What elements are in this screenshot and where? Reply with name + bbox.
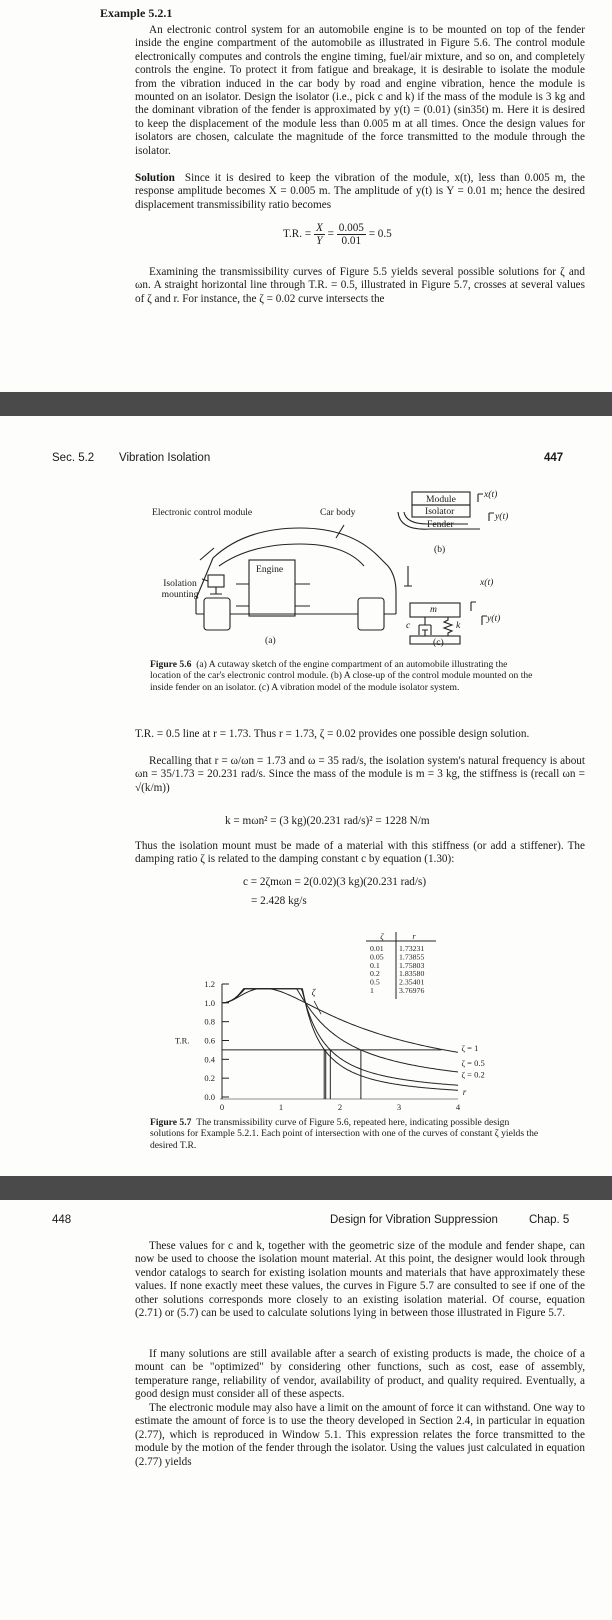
label-panel-a: (a) xyxy=(265,635,276,646)
table-cell-r: 1.75803 xyxy=(399,960,425,970)
transmissibility-curve xyxy=(223,989,458,1072)
table-cell-r: 1.73855 xyxy=(399,952,425,962)
label-panel-c: (c) xyxy=(433,637,444,648)
figure-5-7-chart xyxy=(0,416,612,1176)
label-x-c: x(t) xyxy=(480,577,494,588)
label-car-body: Car body xyxy=(320,507,356,518)
damping-equation-1: c = 2ζmωn = 2(0.02)(3 kg)(20.231 rad/s) xyxy=(243,876,427,888)
y-tick-label: 0.8 xyxy=(204,1016,215,1027)
curve-label: ζ = 0.2 xyxy=(461,1069,485,1080)
label-fender: Fender xyxy=(427,519,454,530)
eq-fraction-xy xyxy=(314,222,325,247)
caption-5-6-label: Figure 5.6 xyxy=(150,659,192,670)
y-tick-label: 1.0 xyxy=(204,997,215,1008)
damping-equation-2: = 2.428 kg/s xyxy=(251,895,307,907)
caption-5-6-text: (a) A cutaway sketch of the engine compartment of an automobile illustrating the location of the car's electronic control module. (b) A close-up of the control module mounted on the inside fender on an isolator. (c) A vibration model of the module isolator system. xyxy=(150,659,533,693)
x-axis-label: r xyxy=(462,1087,467,1097)
y-tick-label: 0.6 xyxy=(204,1035,215,1046)
label-spring-k: k xyxy=(456,620,461,631)
eq-mid: = xyxy=(327,228,334,241)
caption-5-7-text: The transmissibility curve of Figure 5.6, repeated here, indicating possible design solutions for Example 5.2.1. Each point of intersection with one of the curves of constant ζ yields the desired T.R. xyxy=(150,1117,539,1151)
table-cell-r: 3.76976 xyxy=(399,986,425,995)
stiffness-equation: k = mωn² = (3 kg)(20.231 rad/s)² = 1228 N/m xyxy=(225,815,430,827)
label-y-c: y(t) xyxy=(487,613,501,624)
y-axis-label: T.R. xyxy=(175,1035,190,1046)
eq-frac2-num: 0.005 xyxy=(338,222,364,234)
page-448 xyxy=(0,1200,612,1620)
table-cell-zeta: 0.5 xyxy=(370,977,380,987)
label-isolator: Isolator xyxy=(425,506,455,517)
label-y-b: y(t) xyxy=(495,511,509,522)
paragraph-isolation-mount: Thus the isolation mount must be made of a material with this stiffness (or add a stiffener). The damping ratio ζ is related to the damping constant c by equation (1.30): xyxy=(135,840,585,866)
figure-5-7-caption xyxy=(150,1117,540,1151)
solution-text: Since it is desired to keep the vibration of the module, x(t), less than 0.005 m, the response amplitude becomes X = 0.005 m. The amplitude of y(t) is Y = 0.01 m; hence the desired displacement transmissibility ratio becomes xyxy=(135,172,586,211)
y-tick-label: 0.0 xyxy=(204,1092,215,1102)
table-cell-zeta: 0.1 xyxy=(370,960,380,970)
section-title: Vibration Isolation xyxy=(119,452,211,464)
paragraph-force-limit: The electronic module may also have a limit on the amount of force it can withstand. One way to estimate the amount of force is to use the theory developed in Section 2.4, in particular in equation (2.77), which is reproduced in Window 5.1. This expression relates the force transmitted to the module by the motion of the fender through the isolator. Using the values just calculated in equation (2.77) yields xyxy=(135,1402,585,1468)
y-tick-label: 0.2 xyxy=(204,1073,215,1084)
transmissibility-curve xyxy=(223,989,458,1053)
solution-label: Solution xyxy=(135,172,175,184)
caption-5-7-label: Figure 5.7 xyxy=(150,1117,192,1128)
eq-frac1-den: Y xyxy=(316,235,323,247)
chapter-label: Chap. 5 xyxy=(529,1214,570,1226)
transmissibility-curve xyxy=(223,989,458,1085)
eq-frac1-num: X xyxy=(315,222,323,234)
curve-label: ζ = 1 xyxy=(461,1043,479,1054)
page-number-448: 448 xyxy=(52,1214,72,1226)
x-tick-label: 2 xyxy=(337,1102,343,1112)
label-module: Module xyxy=(426,494,456,505)
y-tick-label: 0.4 xyxy=(204,1054,215,1065)
page-446-fragment xyxy=(0,0,612,392)
paragraph-recalling: Recalling that r = ω/ωn = 1.73 and ω = 35 rad/s, the isolation system's natural frequency is about ωn = 35/1.73 = 20.231 rad/s. Since the mass of the module is m = 3 kg, the stiffness is (recall ωn = √(k/m)) xyxy=(135,755,585,794)
y-tick-label: 1.2 xyxy=(204,979,215,989)
table-header-r: r xyxy=(412,931,416,941)
running-title: Design for Vibration Suppression xyxy=(330,1214,498,1226)
x-tick-label: 0 xyxy=(219,1102,225,1112)
curve-label: ζ xyxy=(311,987,316,998)
curve-label: ζ = 0.5 xyxy=(461,1058,485,1069)
section-number: Sec. 5.2 xyxy=(52,452,95,464)
eq-frac2-den: 0.01 xyxy=(341,235,362,247)
x-tick-label: 3 xyxy=(396,1102,402,1112)
examining-paragraph: Examining the transmissibility curves of Figure 5.5 yields several possible solutions for ζ and ωn. A straight horizontal line through T.R. = 0.5, illustrated in Figure 5.7, crosses at several values of ζ and r. For instance, the ζ = 0.02 curve intersects the xyxy=(135,266,585,305)
table-cell-r: 1.83580 xyxy=(399,969,425,979)
example-heading: Example 5.2.1 xyxy=(100,6,173,20)
table-cell-r: 1.73231 xyxy=(399,944,425,953)
table-cell-zeta: 1 xyxy=(370,986,374,995)
table-cell-zeta: 0.05 xyxy=(370,952,384,962)
label-electronic-module: Electronic control module xyxy=(152,507,253,518)
eq-rhs: = 0.5 xyxy=(368,228,392,241)
eq-lhs: T.R. = xyxy=(283,228,312,241)
label-panel-b: (b) xyxy=(434,544,446,555)
transmissibility-equation xyxy=(283,222,392,247)
label-isolation-mounting: Isolation mounting xyxy=(161,578,199,600)
label-engine: Engine xyxy=(256,564,284,575)
solution-paragraph xyxy=(135,172,585,212)
page-447 xyxy=(0,416,612,1176)
label-x-b: x(t) xyxy=(484,489,498,500)
problem-statement: An electronic control system for an automobile engine is to be mounted on top of the fender inside the engine compartment of the automobile as illustrated in Figure 5.6. The control module electronically computes and controls the engine timing, fuel/air mixture, and so on, and completely controls the engine. To protect it from fatigue and breakage, it is desirable to isolate the module from the vibration induced in the car body by road and engine vibration, hence the module is mounted on an isolator. Design the isolator (i.e., pick c and k) if the mass of the module is 3 kg and the dominant vibration of the fender is approximated by y(t) = (0.01) (sin35t) m. Here it is desired to keep the displacement of the module less than 0.005 m at all times. Once the design values for isolators are chosen, calculate the magnitude of the force transmitted to the module through the isolator. xyxy=(135,24,585,157)
paragraph-tr-line: T.R. = 0.5 line at r = 1.73. Thus r = 1.73, ζ = 0.02 provides one possible design solution. xyxy=(135,728,530,740)
x-tick-label: 1 xyxy=(278,1102,284,1112)
paragraph-values-c-k: These values for c and k, together with the geometric size of the module and fender shape, can now be used to choose the isolation mount material. At this point, the designer would look through vendor catalogs to search for existing isolation mounts and materials that have approximately these values. If none exactly meet these values, the curves in Figure 5.7 are consulted to see if one of the other solutions corresponds more closely to an existing isolation material. Of course, equation (2.71) or (5.7) can be used to calculate solutions lying in between those illustrated in Figure 5.7. xyxy=(135,1240,585,1320)
table-cell-zeta: 0.01 xyxy=(370,944,384,953)
table-cell-zeta: 0.2 xyxy=(370,969,380,979)
label-damper-c: c xyxy=(406,620,411,631)
x-tick-label: 4 xyxy=(455,1102,461,1112)
table-cell-r: 2.35401 xyxy=(399,977,425,987)
eq-fraction-values xyxy=(337,222,366,247)
table-header-zeta: ζ xyxy=(380,931,384,941)
page-number: 447 xyxy=(544,452,564,464)
label-mass-m: m xyxy=(430,604,437,615)
paragraph-many-solutions: If many solutions are still available after a search of existing products is made, the choice of a mount can be "optimized" by considering other functions, such as cost, ease of assembly, temperature range, reliability of vendor, availability of product, and quality required. Eventually, a good design must consider all of these aspects. xyxy=(135,1348,585,1401)
